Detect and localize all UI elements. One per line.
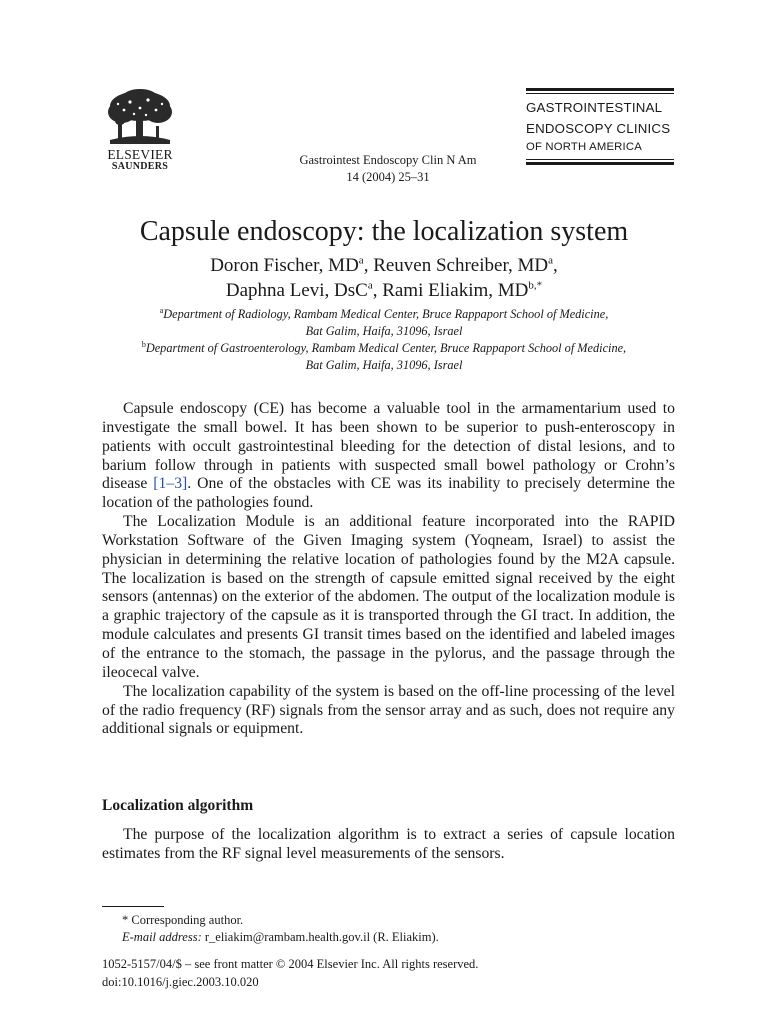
email-label: E-mail address: xyxy=(122,930,202,944)
journal-logo-line1: GASTROINTESTINAL xyxy=(526,100,663,115)
author-name: Rami Eliakim, MD xyxy=(382,280,529,301)
doi-line: doi:10.1016/j.giec.2003.10.020 xyxy=(102,975,259,989)
author-name: Daphna Levi, DsC xyxy=(225,280,368,301)
journal-logo-bottom-rule xyxy=(526,162,674,165)
section-heading: Localization algorithm xyxy=(102,797,254,814)
author-line-1: Doron Fischer, $MD^a$, Reuven Schreiber, $MD^a$, xyxy=(210,254,558,276)
journal-citation xyxy=(280,152,496,186)
journal-logo-line3: OF NORTH AMERICA xyxy=(526,141,642,153)
journal-logo-line2: ENDOSCOPY CLINICS xyxy=(526,121,671,136)
tree-emblem-icon xyxy=(100,88,180,146)
logo-subtitle: SAUNDERS xyxy=(111,161,169,172)
affiliation-mark: b xyxy=(141,339,146,349)
copyright-line: 1052-5157/04/$ – see front matter © 2004 Elsevier Inc. All rights reserved. xyxy=(102,957,479,971)
footnote-email xyxy=(122,930,439,945)
affiliation-b: $^b$Department of Gastroenterology, Rambam Medical Center, Bruce Rappaport School of Medicine, Bat Galim, Haifa, 31096, Israel xyxy=(141,339,627,372)
author-affiliation-mark: b,* xyxy=(528,279,543,292)
author-affiliation-mark: a xyxy=(358,254,364,267)
journal-logo-top-rule xyxy=(526,88,674,91)
author-name: Doron Fischer, MD xyxy=(210,255,359,276)
article-title: Capsule endoscopy: the localization system xyxy=(139,216,629,247)
footnote-divider xyxy=(102,906,164,907)
author-line-2: Daphna Levi, DsC$^a$, Rami Eliakim, $MD^{b,*}$ xyxy=(225,279,543,301)
journal-logo xyxy=(526,88,676,165)
citation-journal: Gastrointest Endoscopy Clin N Am xyxy=(299,153,477,167)
email-value: r_eliakim@rambam.health.gov.il (R. Eliakim). xyxy=(201,930,439,944)
author-affiliation-mark: a xyxy=(548,254,554,267)
author-affiliation-mark: a xyxy=(367,279,373,292)
author-name: Reuven Schreiber, MD xyxy=(373,255,549,276)
paragraph: The Localization Module is an additional feature incorporated into the RAPID Workstation Software of the Given Imaging system (Yoqneam, Israel) to assist the physician in determining the relative location of pathologies found by the M2A capsule. The localization is based on the strength of capsule emitted signal received by the eight sensors (antennas) on the exterior of the abdomen. The output of the localization module is a graphic trajectory of the capsule as it is transported through the GI tract. In addition, the module calculates and presents GI transit times based on the identified and labeled images of the entrance to the stomach, the passage in the pylorus, and the passage through the ileocecal valve. xyxy=(102,513,675,681)
paragraph: The localization capability of the system is based on the off-line processing of the level of the radio frequency (RF) signals from the sensor array and as such, does not require any additional signals or equipment. xyxy=(102,682,675,738)
affiliation-a: $^a$Department of Radiology, Rambam Medical Center, Bruce Rappaport School of Medicine, Bat Galim, Haifa, 31096, Israel xyxy=(159,305,609,338)
citation-volume: 14 (2004) 25–31 xyxy=(346,170,430,184)
citation-link[interactable]: [1–3] xyxy=(153,475,188,493)
journal-logo-bottom-rule-thin xyxy=(526,159,674,160)
article-body xyxy=(102,400,675,739)
affiliation-mark: a xyxy=(159,305,164,315)
elsevier-logo xyxy=(100,88,180,172)
logo-name: ELSEVIER xyxy=(107,147,173,162)
paragraph: The purpose of the localization algorithm is to extract a series of capsule location estimates from the RF signal level measurements of the sensors. xyxy=(102,826,675,862)
paragraph: Capsule endoscopy (CE) has become a valuable tool in the armamentarium used to investigate the small bowel. It has been shown to be superior to push-enteroscopy in patients with occult gastrointestinal bleeding for the detection of distal lesions, and to barium follow through in patients with suspected small bowel pathology or Crohn’s disease [1–3]. One of the obstacles with CE was its inability to precisely determine the location of the pathologies found. xyxy=(102,400,675,512)
footnote-corresponding-author: * Corresponding author. xyxy=(122,913,244,927)
